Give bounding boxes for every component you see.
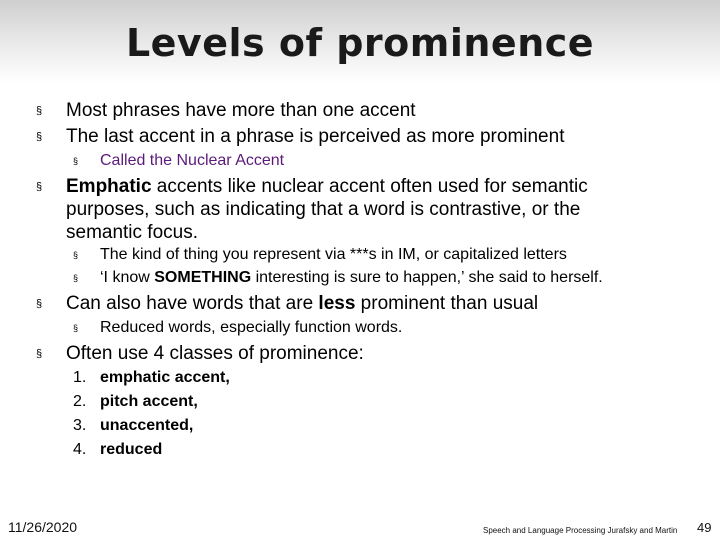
bullet-text-3-line-3: semantic focus. [66,222,198,243]
bullet-text-3-rest: accents like nuclear accent often used for semantic [151,176,588,197]
bullet-marker: § [36,298,43,310]
footer-credit: Speech and Language Processing Jurafsky and Martin [483,526,678,535]
page-number: 49 [697,520,712,535]
sub-bullet-marker: § [73,250,79,260]
bullet-text-3-line-2: purposes, such as indicating that a word is contrastive, or the [66,199,581,220]
list-item: emphatic accent, [100,369,230,386]
bullet-marker: § [36,348,43,360]
bullet-text-1: Most phrases have more than one accent [66,100,416,121]
bullet-marker: § [36,105,43,117]
bullet-marker: § [36,131,43,143]
list-number: 1. [73,369,87,386]
emphatic-bold-text: Emphatic [66,176,152,197]
bullet-text-2: The last accent in a phrase is perceived as more prominent [66,126,565,147]
list-number: 4. [73,441,87,458]
less-bold-text: less [318,293,356,314]
sub-bullet-im-stars: The kind of thing you represent via ***s in IM, or capitalized letters [100,246,567,263]
quote-start: ‘I know [100,269,155,286]
sub-bullet-reduced-words: Reduced words, especially function words. [100,319,403,336]
quote-bold-word: SOMETHING [154,269,252,286]
list-item: pitch accent, [100,393,198,410]
list-number: 3. [73,417,87,434]
bullet-text-4-end: prominent than usual [355,293,539,314]
list-number: 2. [73,393,87,410]
sub-bullet-nuclear-accent: Called the Nuclear Accent [100,152,285,169]
bullet-text-4 [66,293,686,315]
slide-title: Levels of prominence [125,21,595,65]
bullet-text-3-line-1 [66,176,686,198]
footer-date: 11/26/2020 [8,519,78,535]
bullet-text-4-start: Can also have words that are [66,293,319,314]
bullet-text-5: Often use 4 classes of prominence: [66,343,364,364]
sub-bullet-quote [100,268,700,288]
bullet-marker: § [36,181,43,193]
quote-end: interesting is sure to happen,’ she said to herself. [251,269,603,286]
sub-bullet-marker: § [73,323,79,333]
list-item: unaccented, [100,417,194,434]
list-item: reduced [100,441,163,458]
sub-bullet-marker: § [73,156,79,166]
sub-bullet-marker: § [73,273,79,283]
